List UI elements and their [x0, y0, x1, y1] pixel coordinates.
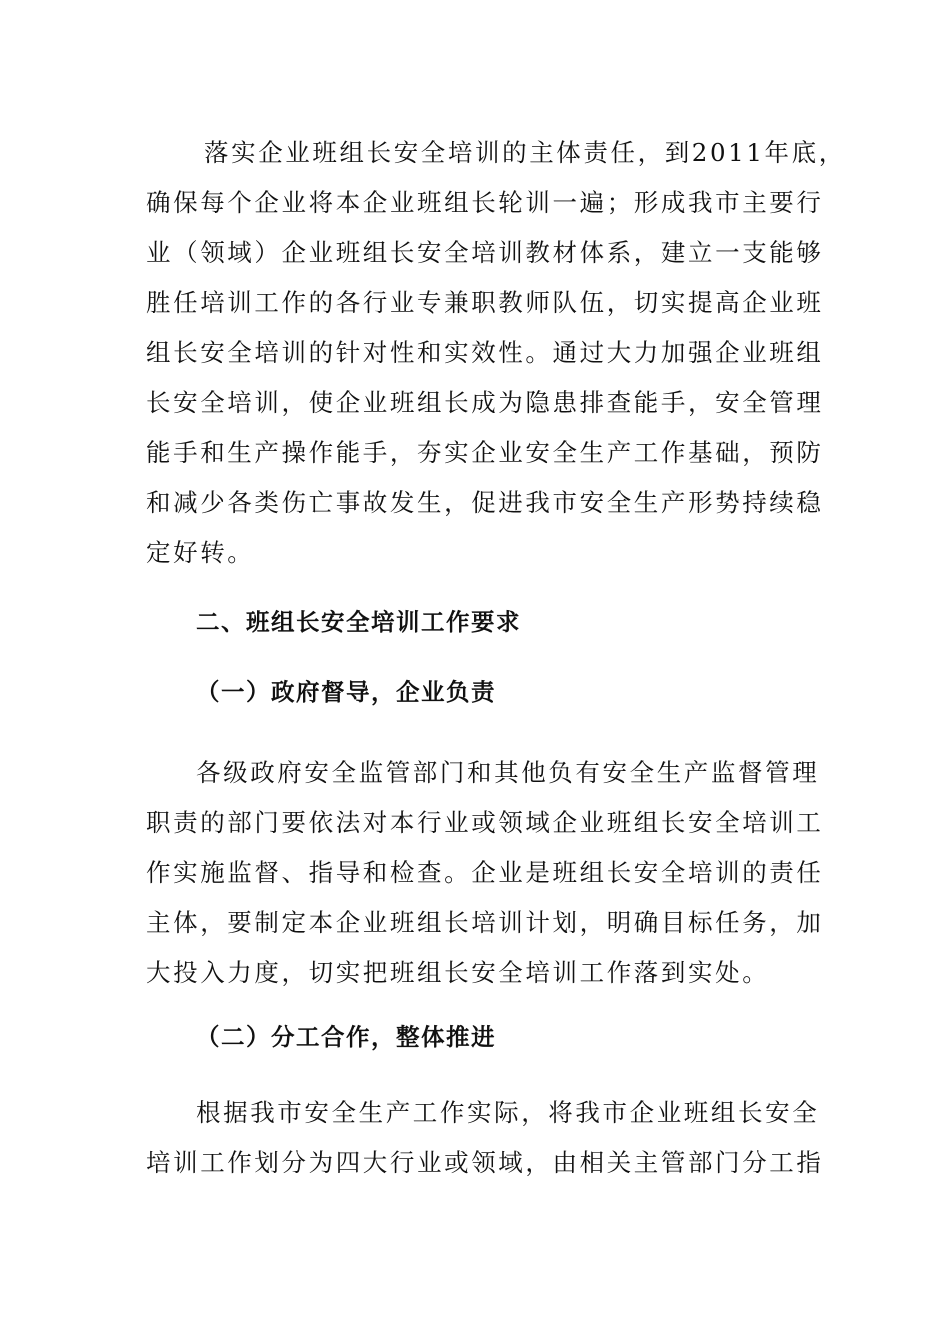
text-line: 确保每个企业将本企业班组长轮训一遍；形成我市主要行 — [146, 188, 824, 217]
text-line: 和减少各类伤亡事故发生，促进我市安全生产形势持续稳 — [146, 488, 824, 517]
text-line: 落实企业班组长安全培训的主体责任，到2011年底， — [204, 138, 846, 167]
paragraph-supervision — [146, 748, 824, 998]
text-line: 各级政府安全监管部门和其他负有安全生产监督管理 — [196, 758, 820, 787]
text-line: 定好转。 — [146, 538, 255, 567]
section-heading: 二、班组长安全培训工作要求 — [196, 608, 521, 636]
text-line: 作实施监督、指导和检查。企业是班组长安全培训的责任 — [146, 858, 824, 887]
subsection-heading: （一）政府督导，企业负责 — [196, 678, 496, 706]
subsection-heading: （二）分工合作，整体推进 — [196, 1023, 496, 1051]
text-line: 职责的部门要依法对本行业或领域企业班组长安全培训工 — [146, 808, 824, 837]
paragraph-division — [146, 1088, 824, 1188]
text-line: 业（领域）企业班组长安全培训教材体系，建立一支能够 — [146, 238, 824, 267]
text-line: 能手和生产操作能手，夯实企业安全生产工作基础，预防 — [146, 438, 824, 467]
text-line: 培训工作划分为四大行业或领域，由相关主管部门分工指 — [146, 1148, 824, 1177]
text-line: 组长安全培训的针对性和实效性。通过大力加强企业班组 — [146, 338, 824, 367]
text-line: 胜任培训工作的各行业专兼职教师队伍，切实提高企业班 — [146, 288, 824, 317]
text-line: 长安全培训，使企业班组长成为隐患排查能手，安全管理 — [146, 388, 824, 417]
paragraph-responsibility — [146, 128, 846, 578]
text-line: 根据我市安全生产工作实际，将我市企业班组长安全 — [196, 1098, 820, 1127]
text-line: 主体，要制定本企业班组长培训计划，明确目标任务，加 — [146, 908, 824, 937]
text-line: 大投入力度，切实把班组长安全培训工作落到实处。 — [146, 958, 770, 987]
